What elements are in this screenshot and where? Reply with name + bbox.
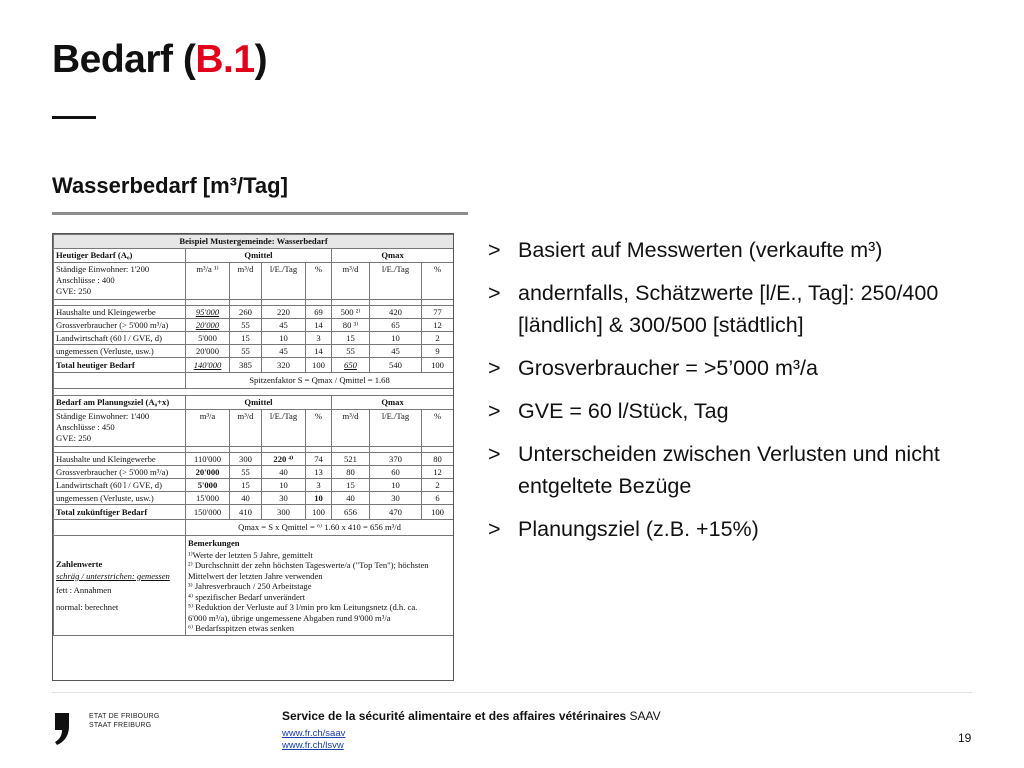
bullet-item: > Grosverbraucher = >5’000 m³/a	[488, 356, 818, 380]
subtitle-rule	[52, 212, 468, 215]
table-total-row: Total heutiger Bedarf 140'000 385 320 100 650 540 100	[54, 358, 454, 373]
section1-residents: Ständige Einwohner: 1'200 Anschlüsse : 400 GVE: 250	[54, 263, 186, 300]
unit-cell: %	[306, 410, 332, 447]
canton-name: ETAT DE FRIBOURG STAAT FREIBURG	[89, 713, 160, 729]
unit-cell: m³/d	[230, 410, 262, 447]
unit-cell: %	[422, 263, 454, 300]
table-caption: Beispiel Mustergemeinde: Wasserbedarf	[54, 235, 454, 249]
unit-cell: l/E./Tag	[262, 263, 306, 300]
table-row: ungemessen (Verluste, usw.) 20'000 55 45 14 55 45 9	[54, 345, 454, 358]
section1-peak-factor: Spitzenfaktor S = Qmax / Qmittel = 1.68	[186, 373, 454, 389]
notes-remarks: Bemerkungen ¹⁾Werte der letzten 5 Jahre, gemittelt ²⁾ Durchschnitt der zehn höchsten Tageswerte/a ("Top Ten"); höchsten Mittelwert der letzten Jahre verwenden ³⁾ Jahresverbrauch / 250 Arbeitstage ⁴⁾ spezifischer Bedarf unverändert ⁵⁾ Reduktion der Verluste auf 3 l/min pro km Leitungsnetz (d.h. ca. 6'000 m³/a), übrige ungemessene Abgaben rund 9'000 m³/a ⁶⁾ Bedarfsspitzen etwas senken	[186, 536, 454, 636]
bullet-item: > GVE = 60 l/Stück, Tag	[488, 399, 729, 423]
unit-cell: m³/d	[230, 263, 262, 300]
section1-qmittel: Qmittel	[186, 249, 332, 263]
unit-cell: %	[422, 410, 454, 447]
bullet-item: > Unterscheiden zwischen Verlusten und nicht entgeltete Bezüge	[488, 442, 940, 498]
service-name: Service de la sécurité alimentaire et des affaires vétérinaires SAAV	[282, 709, 661, 723]
section2-qmax: Qmax	[332, 396, 454, 410]
table-row: Grossverbraucher (> 5'000 m³/a) 20'000 55 40 13 80 60 12	[54, 466, 454, 479]
link-saav[interactable]: www.fr.ch/saav	[282, 728, 346, 739]
table-total-row: Total zukünftiger Bedarf 150'000 410 300 100 656 470 100	[54, 505, 454, 520]
link-lsvw[interactable]: www.fr.ch/lsvw	[282, 740, 344, 751]
table-row: ungemessen (Verluste, usw.) 15'000 40 30 10 40 30 6	[54, 492, 454, 505]
table-row: Landwirtschaft (60 l / GVE, d) 5'000 15 10 3 15 10 2	[54, 479, 454, 492]
bullet-item: > andernfalls, Schätzwerte [l/E., Tag]: 250/400 [ländlich] & 300/500 [städtlich]	[488, 281, 939, 337]
demand-table	[53, 234, 454, 636]
bullet-list	[488, 234, 1018, 556]
unit-cell: m³/d	[332, 263, 370, 300]
notes-values-legend: Zahlenwerte schräg / unterstrichen: gemessen fett : Annahmen normal: berechnet	[54, 536, 186, 636]
page-number: 19	[958, 731, 972, 745]
canton-logo-icon	[52, 712, 72, 746]
section2-residents: Ständige Einwohner: 1'400 Anschlüsse : 450 GVE: 250	[54, 410, 186, 447]
unit-cell: m³/d	[332, 410, 370, 447]
unit-cell: m³/a	[186, 410, 230, 447]
title-suffix: )	[254, 38, 268, 81]
bullet-item: > Basiert auf Messwerten (verkaufte m³)	[488, 238, 883, 262]
footer-divider	[52, 692, 972, 693]
unit-cell: l/E./Tag	[370, 410, 422, 447]
section2-label: Bedarf am Planungsziel (A₀+x)	[54, 396, 186, 410]
section2-peak-formula: Qmax = S x Qmittel = ⁶⁾ 1.60 x 410 = 656 m³/d	[186, 520, 454, 536]
section2-qmittel: Qmittel	[186, 396, 332, 410]
footer-links	[282, 728, 345, 752]
title-prefix: Bedarf (	[52, 38, 196, 81]
table-row: Haushalte und Kleingewerbe 95'000 260 220 69 500 ²⁾ 420 77	[54, 306, 454, 319]
section1-qmax: Qmax	[332, 249, 454, 263]
slide-title	[52, 38, 267, 82]
table-row: Landwirtschaft (60 l / GVE, d) 5'000 15 10 3 15 10 2	[54, 332, 454, 345]
unit-cell: l/E./Tag	[370, 263, 422, 300]
bullet-item: > Planungsziel (z.B. +15%)	[488, 517, 759, 541]
slide-subtitle: Wasserbedarf [m³/Tag]	[52, 173, 288, 198]
water-demand-table	[52, 233, 454, 681]
table-row: Haushalte und Kleingewerbe 110'000 300 220 ⁴⁾ 74 521 370 80	[54, 453, 454, 466]
section1-label: Heutiger Bedarf (A₀)	[54, 249, 186, 263]
unit-cell: %	[306, 263, 332, 300]
unit-cell: m³/a ¹⁾	[186, 263, 230, 300]
table-row: Grossverbraucher (> 5'000 m³/a) 20'000 55 45 14 80 ³⁾ 65 12	[54, 319, 454, 332]
unit-cell: l/E./Tag	[262, 410, 306, 447]
title-accent: B.1	[195, 38, 255, 81]
title-dash	[52, 116, 96, 119]
